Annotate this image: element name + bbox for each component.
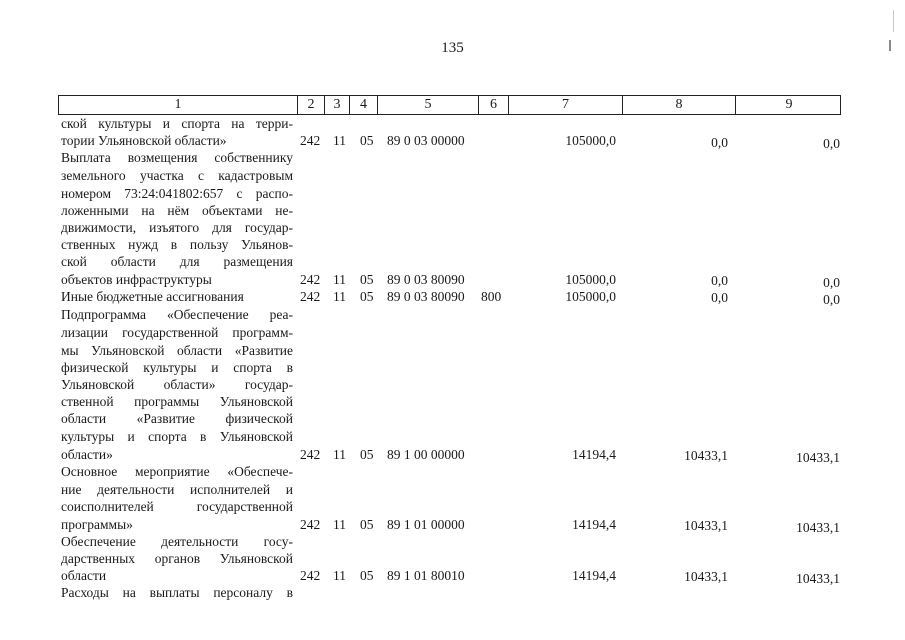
cell-subsection: 05: [360, 272, 374, 287]
row-description-line: дарственных органов Ульяновской: [61, 551, 293, 566]
column-header: 1: [59, 96, 298, 114]
row-description-line: лизации государственной программ-: [61, 325, 293, 340]
cell-sum-col8: 10433,1: [684, 569, 728, 584]
column-header: 9: [785, 97, 793, 112]
row-description-line: программы»: [61, 517, 133, 532]
row-description-line: Выплата возмещения собственнику: [61, 150, 293, 165]
column-header: 6: [479, 96, 509, 114]
row-description-line: культуры и спорта в Ульяновской: [61, 429, 293, 444]
cell-target-article: 89 0 03 80090: [387, 289, 465, 304]
row-description-line: движимости, изъятого для государ-: [61, 220, 293, 235]
cell-subsection: 05: [360, 289, 374, 304]
row-description-line: Обеспечение деятельности госу-: [61, 534, 293, 549]
cell-target-article: 89 1 01 00000: [387, 517, 465, 532]
row-description-line: Иные бюджетные ассигнования: [61, 289, 244, 304]
row-description-line: области «Развитие физической: [61, 411, 293, 426]
cell-target-article: 89 1 01 80010: [387, 568, 465, 583]
cell-kvsr: 242: [300, 517, 321, 532]
row-description-line: земельного участка с кадастровым: [61, 168, 293, 183]
row-description-line: соисполнителей государственной: [61, 499, 293, 514]
cell-kvsr: 242: [300, 568, 321, 583]
cell-section: 11: [333, 517, 346, 532]
scan-mark: [893, 10, 894, 32]
cell-sum-col8: 10433,1: [684, 518, 728, 533]
column-header: 7: [509, 96, 623, 114]
row-description-line: тории Ульяновской области»: [61, 133, 227, 148]
cell-subsection: 05: [360, 568, 374, 583]
column-header: 5: [378, 96, 479, 114]
cell-sum-col8: 0,0: [711, 290, 728, 305]
row-description-line: ской культуры и спорта на терри-: [61, 116, 293, 131]
cell-kvsr: 242: [300, 289, 321, 304]
row-description-line: Ульяновской области» государ-: [61, 377, 293, 392]
cell-expense-type: 800: [481, 289, 502, 304]
cell-sum-col9: 0,0: [823, 292, 840, 307]
cell-section: 11: [333, 568, 346, 583]
cell-sum-col7: 105000,0: [565, 289, 616, 304]
cell-section: 11: [333, 133, 346, 148]
column-header: 3: [325, 96, 350, 114]
row-description-line: номером 73:24:041802:657 с распо-: [61, 186, 293, 201]
row-description-line: Подпрограмма «Обеспечение реа-: [61, 307, 293, 322]
row-description-line: ственных нужд в пользу Ульянов-: [61, 237, 293, 252]
cell-section: 11: [333, 272, 346, 287]
cell-sum-col7: 105000,0: [565, 272, 616, 287]
row-description-line: ственной программы Ульяновской: [61, 394, 293, 409]
cell-subsection: 05: [360, 447, 374, 462]
cell-sum-col9: 0,0: [823, 275, 840, 290]
table-header-row: [58, 95, 841, 115]
cell-sum-col8: 0,0: [711, 135, 728, 150]
cell-sum-col7: 14194,4: [572, 447, 616, 462]
cell-target-article: 89 0 03 00000: [387, 133, 465, 148]
row-description-line: мы Ульяновской области «Развитие: [61, 343, 293, 358]
row-description-line: объектов инфраструктуры: [61, 272, 212, 287]
cell-kvsr: 242: [300, 133, 321, 148]
cell-sum-col9: 0,0: [823, 136, 840, 151]
row-description-line: ложенными на нём объектами не-: [61, 203, 293, 218]
cell-sum-col9: 10433,1: [796, 450, 840, 465]
row-description-line: Расходы на выплаты персоналу в: [61, 585, 293, 600]
row-description-line: области»: [61, 447, 113, 462]
cell-sum-col9: 10433,1: [796, 520, 840, 535]
column-header: 8: [623, 96, 736, 114]
row-description-line: ние деятельности исполнителей и: [61, 482, 293, 497]
row-description-line: ской области для размещения: [61, 254, 293, 269]
cell-sum-col8: 10433,1: [684, 448, 728, 463]
row-description-line: Основное мероприятие «Обеспече-: [61, 464, 293, 479]
cell-sum-col8: 0,0: [711, 273, 728, 288]
column-header: 4: [350, 96, 378, 114]
row-description-line: области: [61, 568, 107, 583]
cell-sum-col7: 14194,4: [572, 568, 616, 583]
column-header: 2: [298, 96, 325, 114]
cell-sum-col7: 14194,4: [572, 517, 616, 532]
cell-subsection: 05: [360, 517, 374, 532]
cell-sum-col7: 105000,0: [565, 133, 616, 148]
cell-sum-col9: 10433,1: [796, 571, 840, 586]
cell-section: 11: [333, 289, 346, 304]
row-description-line: физической культуры и спорта в: [61, 360, 293, 375]
cell-target-article: 89 1 00 00000: [387, 447, 465, 462]
page-number: 135: [441, 40, 464, 56]
cell-target-article: 89 0 03 80090: [387, 272, 465, 287]
cell-kvsr: 242: [300, 447, 321, 462]
cell-section: 11: [333, 447, 346, 462]
cell-subsection: 05: [360, 133, 374, 148]
cell-kvsr: 242: [300, 272, 321, 287]
